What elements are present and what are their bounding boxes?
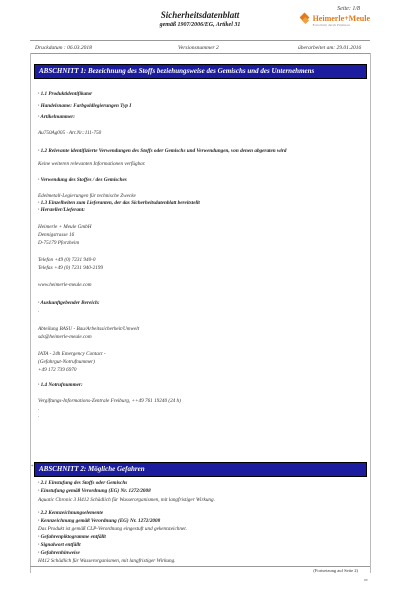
continued-note: (Fortsetzung auf Seite 2) — [313, 568, 358, 573]
s1-trade-name: · Handelsname: Farbgoldlegierungen Typ I — [38, 103, 132, 109]
s2-pictograms: · Gefahrenpiktogramme entfällt — [38, 534, 106, 540]
s1-article-number-label: · Artikelnummer: — [38, 114, 75, 120]
s1-no-info: Keine weiteren relevanten Informationen verfügbar. — [38, 161, 146, 167]
print-date: Druckdatum : 06.03.2018 — [35, 45, 92, 51]
s1-article-number: Au750Ag005 · Art.Nr.:111-750 — [38, 130, 102, 136]
s2-classification-regulation: · Einstufung gemäß Verordnung (EG) Nr. 1272/2008 — [38, 488, 151, 494]
bullet: · — [38, 414, 40, 420]
s2-label-regulation: · Kennzeichnung gemäß Verordnung (EG) Nr. 1272/2008 — [38, 518, 161, 524]
bullet: · — [38, 407, 40, 413]
s2-h412: H412 Schädlich für Wasserorganismen, mit langfristiger Wirkung. — [38, 558, 176, 564]
s2-label-elements: · 2.2 Kennzeichnungselemente — [38, 510, 104, 516]
s1-usage: Edelmetall-Legierungen für technische Zwecke — [38, 193, 136, 199]
page-number: Seite: 1/8 — [337, 6, 360, 12]
s1-manufacturer-label: · Hersteller/Lieferant: — [38, 207, 85, 213]
company-logo — [299, 14, 370, 27]
telefax: Telefax +49 (0) 7231 940-2199 — [38, 265, 103, 271]
address-company: Heimerle + Meule GmbH — [38, 224, 92, 230]
s2-classification: · 2.1 Einstufung des Stoffs oder Gemischs — [38, 480, 128, 486]
telephone: Telefon +49 (0) 7231 940-0 — [38, 257, 96, 263]
s1-uses-heading: · 1.2 Relevante identifizierte Verwendungen des Stoffs oder Gemischs und Verwendungen, von denen abgeraten wird — [38, 148, 287, 154]
emergency-number: Vergiftungs-Informations-Zentrale Freiburg, ++49 761 19240 (24 h) — [38, 398, 181, 404]
section-1-header: ABSCHNITT 1: Bezeichnung des Stoffs beziehungsweise des Gemischs und des Unternehmens — [34, 64, 367, 79]
left-margin-line — [30, 53, 31, 573]
iata-phone: +49 172 739 6970 — [38, 367, 77, 373]
iata-hotline-label: (Gefahrgut-Notrufnummer) — [38, 359, 95, 365]
logo-tagline: Fortschritt durch Präzision — [312, 23, 350, 27]
s1-info-dept-label: · Auskunftgebender Bereich: — [38, 300, 100, 306]
s1-usage-label: · Verwendung des Stoffes / des Gemisches — [38, 177, 127, 183]
version-number: Versionsnummer 2 — [178, 45, 219, 51]
footer-rule — [30, 566, 370, 567]
address-street: Dennigstrasse 16 — [38, 232, 75, 238]
s1-product-identifier: · 1.1 Produktidentifikator — [38, 91, 93, 97]
document-title: Sicherheitsdatenblatt — [160, 10, 240, 20]
s2-signal-word: · Signalwort entfällt — [38, 542, 81, 548]
email-link[interactable]: sds@heimerle-meule.com — [38, 334, 92, 340]
s1-emergency-label: · 1.4 Notrufnummer: — [38, 382, 83, 388]
address-city: D-75179 Pforzheim — [38, 240, 80, 246]
s2-clp-note: Das Produkt ist gemäß CLP-Verordnung eingestuft und gekennzeichnet. — [38, 526, 187, 532]
document-subtitle: gemäß 1907/2006/EG, Artikel 31 — [159, 22, 241, 28]
revision-date: überarbeitet am: 29.01.2016 — [298, 45, 362, 51]
right-margin-line — [370, 53, 371, 573]
logo-diamond-icon — [299, 14, 311, 26]
meta-rule — [30, 53, 370, 54]
bullet: · — [38, 309, 40, 315]
iata-contact: IATA - 24h Emergency Contact - — [38, 351, 106, 357]
logo-brand: Heimerle+Meule — [312, 14, 370, 23]
department: Abteilung BASU - Bau/Arbeitssicherheit/Umwelt — [38, 326, 140, 332]
header-rule — [30, 40, 370, 41]
s2-aquatic-chronic: Aquatic Chronic 3 H412 Schädlich für Wasserorganismen, mit langfristiger Wirkung. — [38, 497, 215, 503]
section-2-header: ABSCHNITT 2: Mögliche Gefahren — [34, 462, 367, 477]
website-link[interactable]: www.heimerle-meule.com — [38, 282, 92, 288]
s2-hazard-statements: · Gefahrenhinweise — [38, 550, 80, 556]
language-code: DE — [364, 578, 368, 582]
s1-supplier-heading: · 1.3 Einzelheiten zum Lieferanten, der das Sicherheitsdatenblatt bereitstellt — [38, 200, 200, 206]
change-marker: * — [31, 465, 34, 470]
